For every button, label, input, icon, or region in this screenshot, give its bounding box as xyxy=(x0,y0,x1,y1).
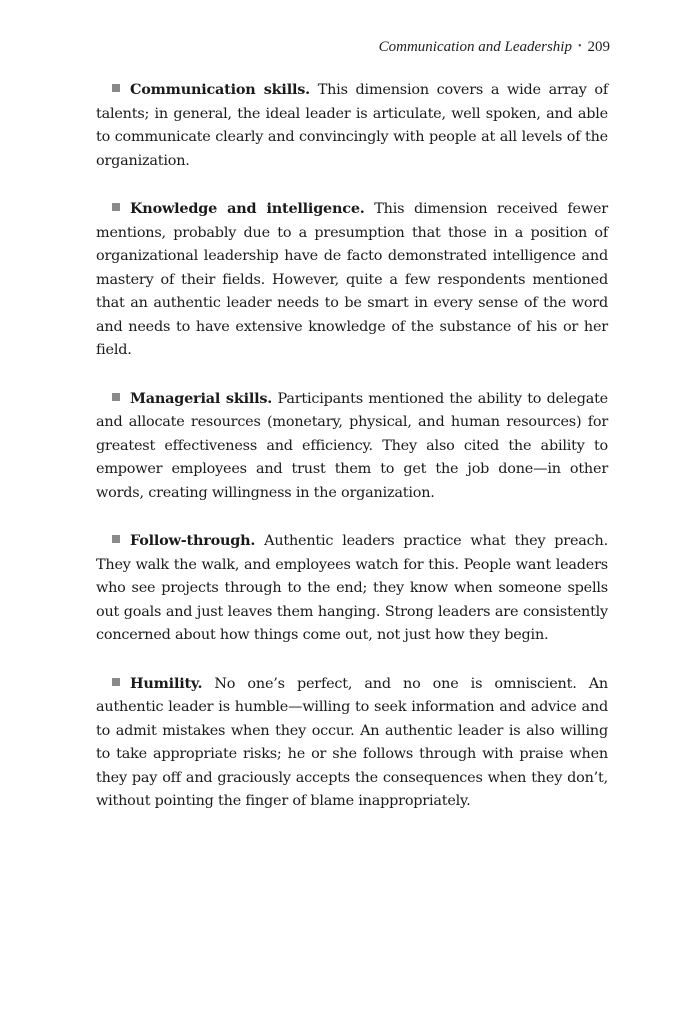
item-term: Follow-through. xyxy=(130,532,256,549)
bullet-item-knowledge xyxy=(96,197,608,363)
item-term: Managerial skills. xyxy=(130,389,273,407)
item-text: This dimension received fewer mentions, probably due to a presumption that those in a position of organizational leadership have de facto demonstrated intelligence and mastery of their fields. However, quite a few respondents mentioned that an authentic leader needs to be smart in every sense of the word and needs to have extensive knowledge of the substance of his or her field. xyxy=(96,201,608,358)
page-number: 209 xyxy=(587,39,610,55)
item-text: No one’s perfect, and no one is omniscient. An authentic leader is humble—willing to seek information and advice and to admit mistakes when they occur. An authentic leader is also willing to take appropriate risks; he or she follows through with praise when they pay off and graciously accepts the consequences when they don’t, without pointing the finger of blame inappropriately. xyxy=(96,675,608,809)
page-body xyxy=(96,78,608,838)
item-text: This dimension covers a wide array of talents; in general, the ideal leader is articulate, well spoken, and able to communicate clearly and convincingly with people at all levels of the organization. xyxy=(96,82,608,169)
item-term: Knowledge and intelligence. xyxy=(130,200,365,217)
running-title: Communication and Leadership xyxy=(378,39,572,55)
item-text: Authentic leaders practice what they preach. They walk the walk, and employees watch for this. People want leaders who see projects through to the end; they know when someone spells out goals and just leaves them hanging. Strong leaders are consistently concerned about how things come out, not just how they begin. xyxy=(96,533,608,643)
square-bullet-icon xyxy=(112,678,120,686)
running-head xyxy=(379,39,610,56)
item-text: Participants mentioned the ability to delegate and allocate resources (monetary, physical, and human resources) for greatest effectiveness and efficiency. They also cited the ability to empower employees and trust them to get the job done—in other words, creating willingness in the organization. xyxy=(96,390,609,501)
square-bullet-icon xyxy=(112,535,120,543)
header-separator: • xyxy=(577,41,582,52)
bullet-item-humility xyxy=(96,672,608,814)
square-bullet-icon xyxy=(112,84,120,92)
square-bullet-icon xyxy=(112,393,120,401)
bullet-item-communication xyxy=(96,78,608,173)
item-term: Communication skills. xyxy=(130,81,310,98)
item-term: Humility. xyxy=(130,674,203,692)
bullet-item-managerial xyxy=(96,387,608,506)
bullet-item-follow-through xyxy=(96,529,608,648)
square-bullet-icon xyxy=(112,203,120,211)
